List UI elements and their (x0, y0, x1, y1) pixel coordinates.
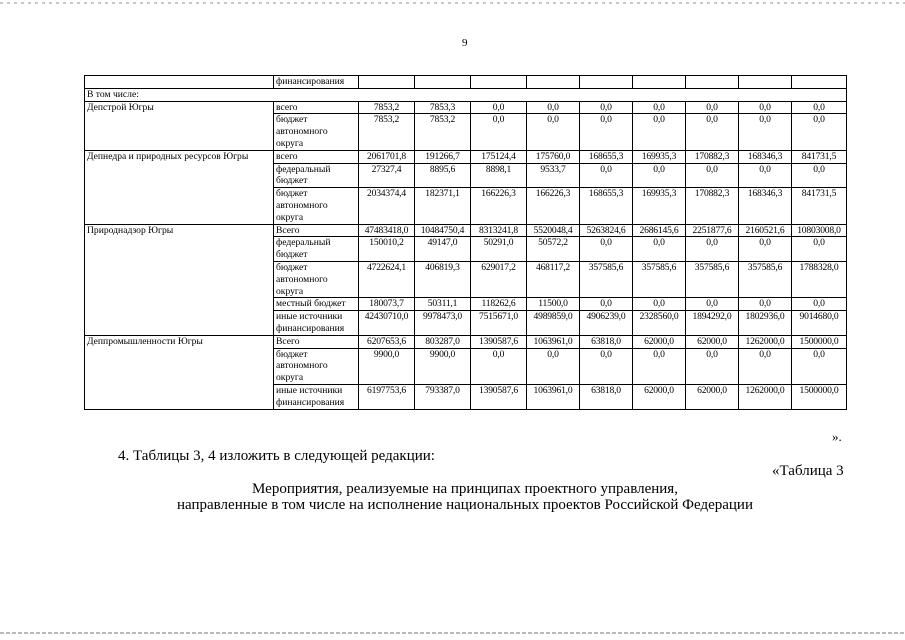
value-cell-empty (633, 76, 686, 89)
value-cell: 1500000,0 (792, 335, 847, 348)
value-cell: 1390587,6 (471, 384, 527, 409)
budget-table-body (85, 76, 847, 410)
closing-quote: ». (832, 429, 842, 444)
value-cell: 0,0 (686, 163, 739, 188)
value-cell: 0,0 (471, 114, 527, 150)
value-cell: 0,0 (792, 101, 847, 114)
table-row (85, 335, 847, 348)
value-cell: 0,0 (686, 348, 739, 384)
value-cell: 166226,3 (471, 188, 527, 224)
value-cell: 0,0 (633, 163, 686, 188)
value-cell: 0,0 (471, 101, 527, 114)
value-cell: 2686145,6 (633, 224, 686, 237)
value-cell: 4906239,0 (580, 311, 633, 336)
value-cell: 50572,2 (527, 237, 580, 262)
funding-type-cell: федеральный бюджет (274, 237, 359, 262)
value-cell-empty (527, 76, 580, 89)
value-cell: 2061701,8 (359, 150, 415, 163)
value-cell: 1390587,6 (471, 335, 527, 348)
value-cell: 406819,3 (415, 261, 471, 297)
value-cell: 9978473,0 (415, 311, 471, 336)
value-cell: 0,0 (686, 298, 739, 311)
value-cell: 0,0 (739, 114, 792, 150)
value-cell: 180073,7 (359, 298, 415, 311)
value-cell: 62000,0 (633, 384, 686, 409)
funding-type-cell: местный бюджет (274, 298, 359, 311)
value-cell: 0,0 (471, 348, 527, 384)
value-cell: 10484750,4 (415, 224, 471, 237)
value-cell: 49147,0 (415, 237, 471, 262)
funding-type-cell: бюджет автономного округа (274, 114, 359, 150)
value-cell: 1063961,0 (527, 335, 580, 348)
value-cell: 63818,0 (580, 384, 633, 409)
value-cell: 0,0 (527, 348, 580, 384)
value-cell: 5263824,6 (580, 224, 633, 237)
instruction-text: 4. Таблицы 3, 4 изложить в следующей редакции: (118, 448, 435, 464)
value-cell: 170882,3 (686, 150, 739, 163)
value-cell: 357585,6 (739, 261, 792, 297)
value-cell: 7853,2 (359, 114, 415, 150)
value-cell: 0,0 (792, 298, 847, 311)
value-cell: 357585,6 (633, 261, 686, 297)
scan-edge-top (0, 2, 905, 4)
table-row (85, 150, 847, 163)
value-cell: 168346,3 (739, 188, 792, 224)
organization-name: Депнедра и природных ресурсов Югры (85, 150, 274, 224)
value-cell: 1894292,0 (686, 311, 739, 336)
value-cell: 7853,3 (415, 101, 471, 114)
value-cell: 2251877,6 (686, 224, 739, 237)
funding-type-cell: бюджет автономного округа (274, 348, 359, 384)
value-cell: 6197753,6 (359, 384, 415, 409)
funding-type-cell: финансирования (274, 76, 359, 89)
value-cell-empty (359, 76, 415, 89)
value-cell: 191266,7 (415, 150, 471, 163)
value-cell: 0,0 (792, 163, 847, 188)
value-cell: 7853,2 (359, 101, 415, 114)
value-cell: 0,0 (686, 101, 739, 114)
value-cell: 8898,1 (471, 163, 527, 188)
value-cell: 0,0 (686, 114, 739, 150)
funding-type-cell: всего (274, 101, 359, 114)
organization-name: Природнадзор Югры (85, 224, 274, 335)
value-cell: 1802936,0 (739, 311, 792, 336)
value-cell: 0,0 (633, 101, 686, 114)
value-cell: 0,0 (792, 348, 847, 384)
value-cell: 0,0 (580, 298, 633, 311)
value-cell: 2328560,0 (633, 311, 686, 336)
funding-type-cell: бюджет автономного округа (274, 188, 359, 224)
value-cell-empty (739, 76, 792, 89)
value-cell: 168655,3 (580, 150, 633, 163)
section-heading-line-1: Мероприятия, реализуемые на принципах проектного управления, (252, 481, 678, 497)
value-cell: 0,0 (633, 298, 686, 311)
funding-type-cell: иные источники финансирования (274, 384, 359, 409)
value-cell: 8895,6 (415, 163, 471, 188)
value-cell-empty (580, 76, 633, 89)
value-cell: 27327,4 (359, 163, 415, 188)
value-cell: 0,0 (739, 298, 792, 311)
value-cell: 9014680,0 (792, 311, 847, 336)
funding-type-cell: иные источники финансирования (274, 311, 359, 336)
value-cell: 9533,7 (527, 163, 580, 188)
value-cell: 9900,0 (359, 348, 415, 384)
budget-table (84, 75, 847, 410)
scan-edge-bottom (0, 632, 905, 634)
value-cell: 468117,2 (527, 261, 580, 297)
funding-type-cell: Всего (274, 224, 359, 237)
value-cell: 0,0 (739, 237, 792, 262)
value-cell: 10803008,0 (792, 224, 847, 237)
value-cell: 5520048,4 (527, 224, 580, 237)
value-cell: 0,0 (792, 114, 847, 150)
funding-type-cell: бюджет автономного округа (274, 261, 359, 297)
organization-name: Деппромышленности Югры (85, 335, 274, 409)
value-cell: 0,0 (527, 101, 580, 114)
value-cell: 62000,0 (633, 335, 686, 348)
organization-name: Депстрой Югры (85, 101, 274, 150)
value-cell: 0,0 (633, 348, 686, 384)
value-cell: 11500,0 (527, 298, 580, 311)
table-label: «Таблица 3 (772, 463, 844, 479)
value-cell: 1262000,0 (739, 384, 792, 409)
funding-type-cell: всего (274, 150, 359, 163)
value-cell: 0,0 (580, 237, 633, 262)
value-cell: 50311,1 (415, 298, 471, 311)
value-cell-empty (686, 76, 739, 89)
value-cell: 1500000,0 (792, 384, 847, 409)
value-cell: 841731,5 (792, 188, 847, 224)
value-cell: 2160521,6 (739, 224, 792, 237)
funding-type-cell: Всего (274, 335, 359, 348)
value-cell-empty (792, 76, 847, 89)
value-cell: 1063961,0 (527, 384, 580, 409)
value-cell: 841731,5 (792, 150, 847, 163)
value-cell: 150010,2 (359, 237, 415, 262)
value-cell-empty (471, 76, 527, 89)
value-cell: 175124,4 (471, 150, 527, 163)
table-row-group-label (85, 88, 847, 101)
value-cell: 0,0 (580, 348, 633, 384)
section-heading-line-2: направленные в том числе на исполнение национальных проектов Российской Федерации (177, 497, 753, 513)
value-cell: 168655,3 (580, 188, 633, 224)
value-cell: 62000,0 (686, 384, 739, 409)
value-cell: 0,0 (580, 163, 633, 188)
value-cell: 4989859,0 (527, 311, 580, 336)
value-cell: 2034374,4 (359, 188, 415, 224)
value-cell: 9900,0 (415, 348, 471, 384)
page-number: 9 (462, 37, 468, 49)
value-cell: 118262,6 (471, 298, 527, 311)
value-cell: 7515671,0 (471, 311, 527, 336)
funding-type-cell: федеральный бюджет (274, 163, 359, 188)
value-cell: 1788328,0 (792, 261, 847, 297)
group-label: В том числе: (85, 88, 847, 101)
value-cell: 8313241,8 (471, 224, 527, 237)
value-cell: 0,0 (739, 163, 792, 188)
value-cell: 0,0 (633, 114, 686, 150)
value-cell: 166226,3 (527, 188, 580, 224)
value-cell: 629017,2 (471, 261, 527, 297)
value-cell: 169935,3 (633, 188, 686, 224)
value-cell: 0,0 (739, 101, 792, 114)
value-cell: 0,0 (580, 114, 633, 150)
value-cell: 63818,0 (580, 335, 633, 348)
value-cell: 1262000,0 (739, 335, 792, 348)
value-cell: 47483418,0 (359, 224, 415, 237)
value-cell: 170882,3 (686, 188, 739, 224)
value-cell: 357585,6 (686, 261, 739, 297)
value-cell: 803287,0 (415, 335, 471, 348)
value-cell: 182371,1 (415, 188, 471, 224)
value-cell: 169935,3 (633, 150, 686, 163)
table-row (85, 224, 847, 237)
value-cell: 7853,2 (415, 114, 471, 150)
value-cell: 0,0 (792, 237, 847, 262)
value-cell: 0,0 (527, 114, 580, 150)
value-cell: 0,0 (739, 348, 792, 384)
value-cell: 793387,0 (415, 384, 471, 409)
value-cell-empty (415, 76, 471, 89)
value-cell: 175760,0 (527, 150, 580, 163)
value-cell: 0,0 (686, 237, 739, 262)
org-cell-empty (85, 76, 274, 89)
value-cell: 50291,0 (471, 237, 527, 262)
table-row (85, 101, 847, 114)
value-cell: 0,0 (580, 101, 633, 114)
value-cell: 42430710,0 (359, 311, 415, 336)
table-row-continuation (85, 76, 847, 89)
value-cell: 168346,3 (739, 150, 792, 163)
value-cell: 357585,6 (580, 261, 633, 297)
value-cell: 6207653,6 (359, 335, 415, 348)
value-cell: 4722624,1 (359, 261, 415, 297)
value-cell: 0,0 (633, 237, 686, 262)
value-cell: 62000,0 (686, 335, 739, 348)
